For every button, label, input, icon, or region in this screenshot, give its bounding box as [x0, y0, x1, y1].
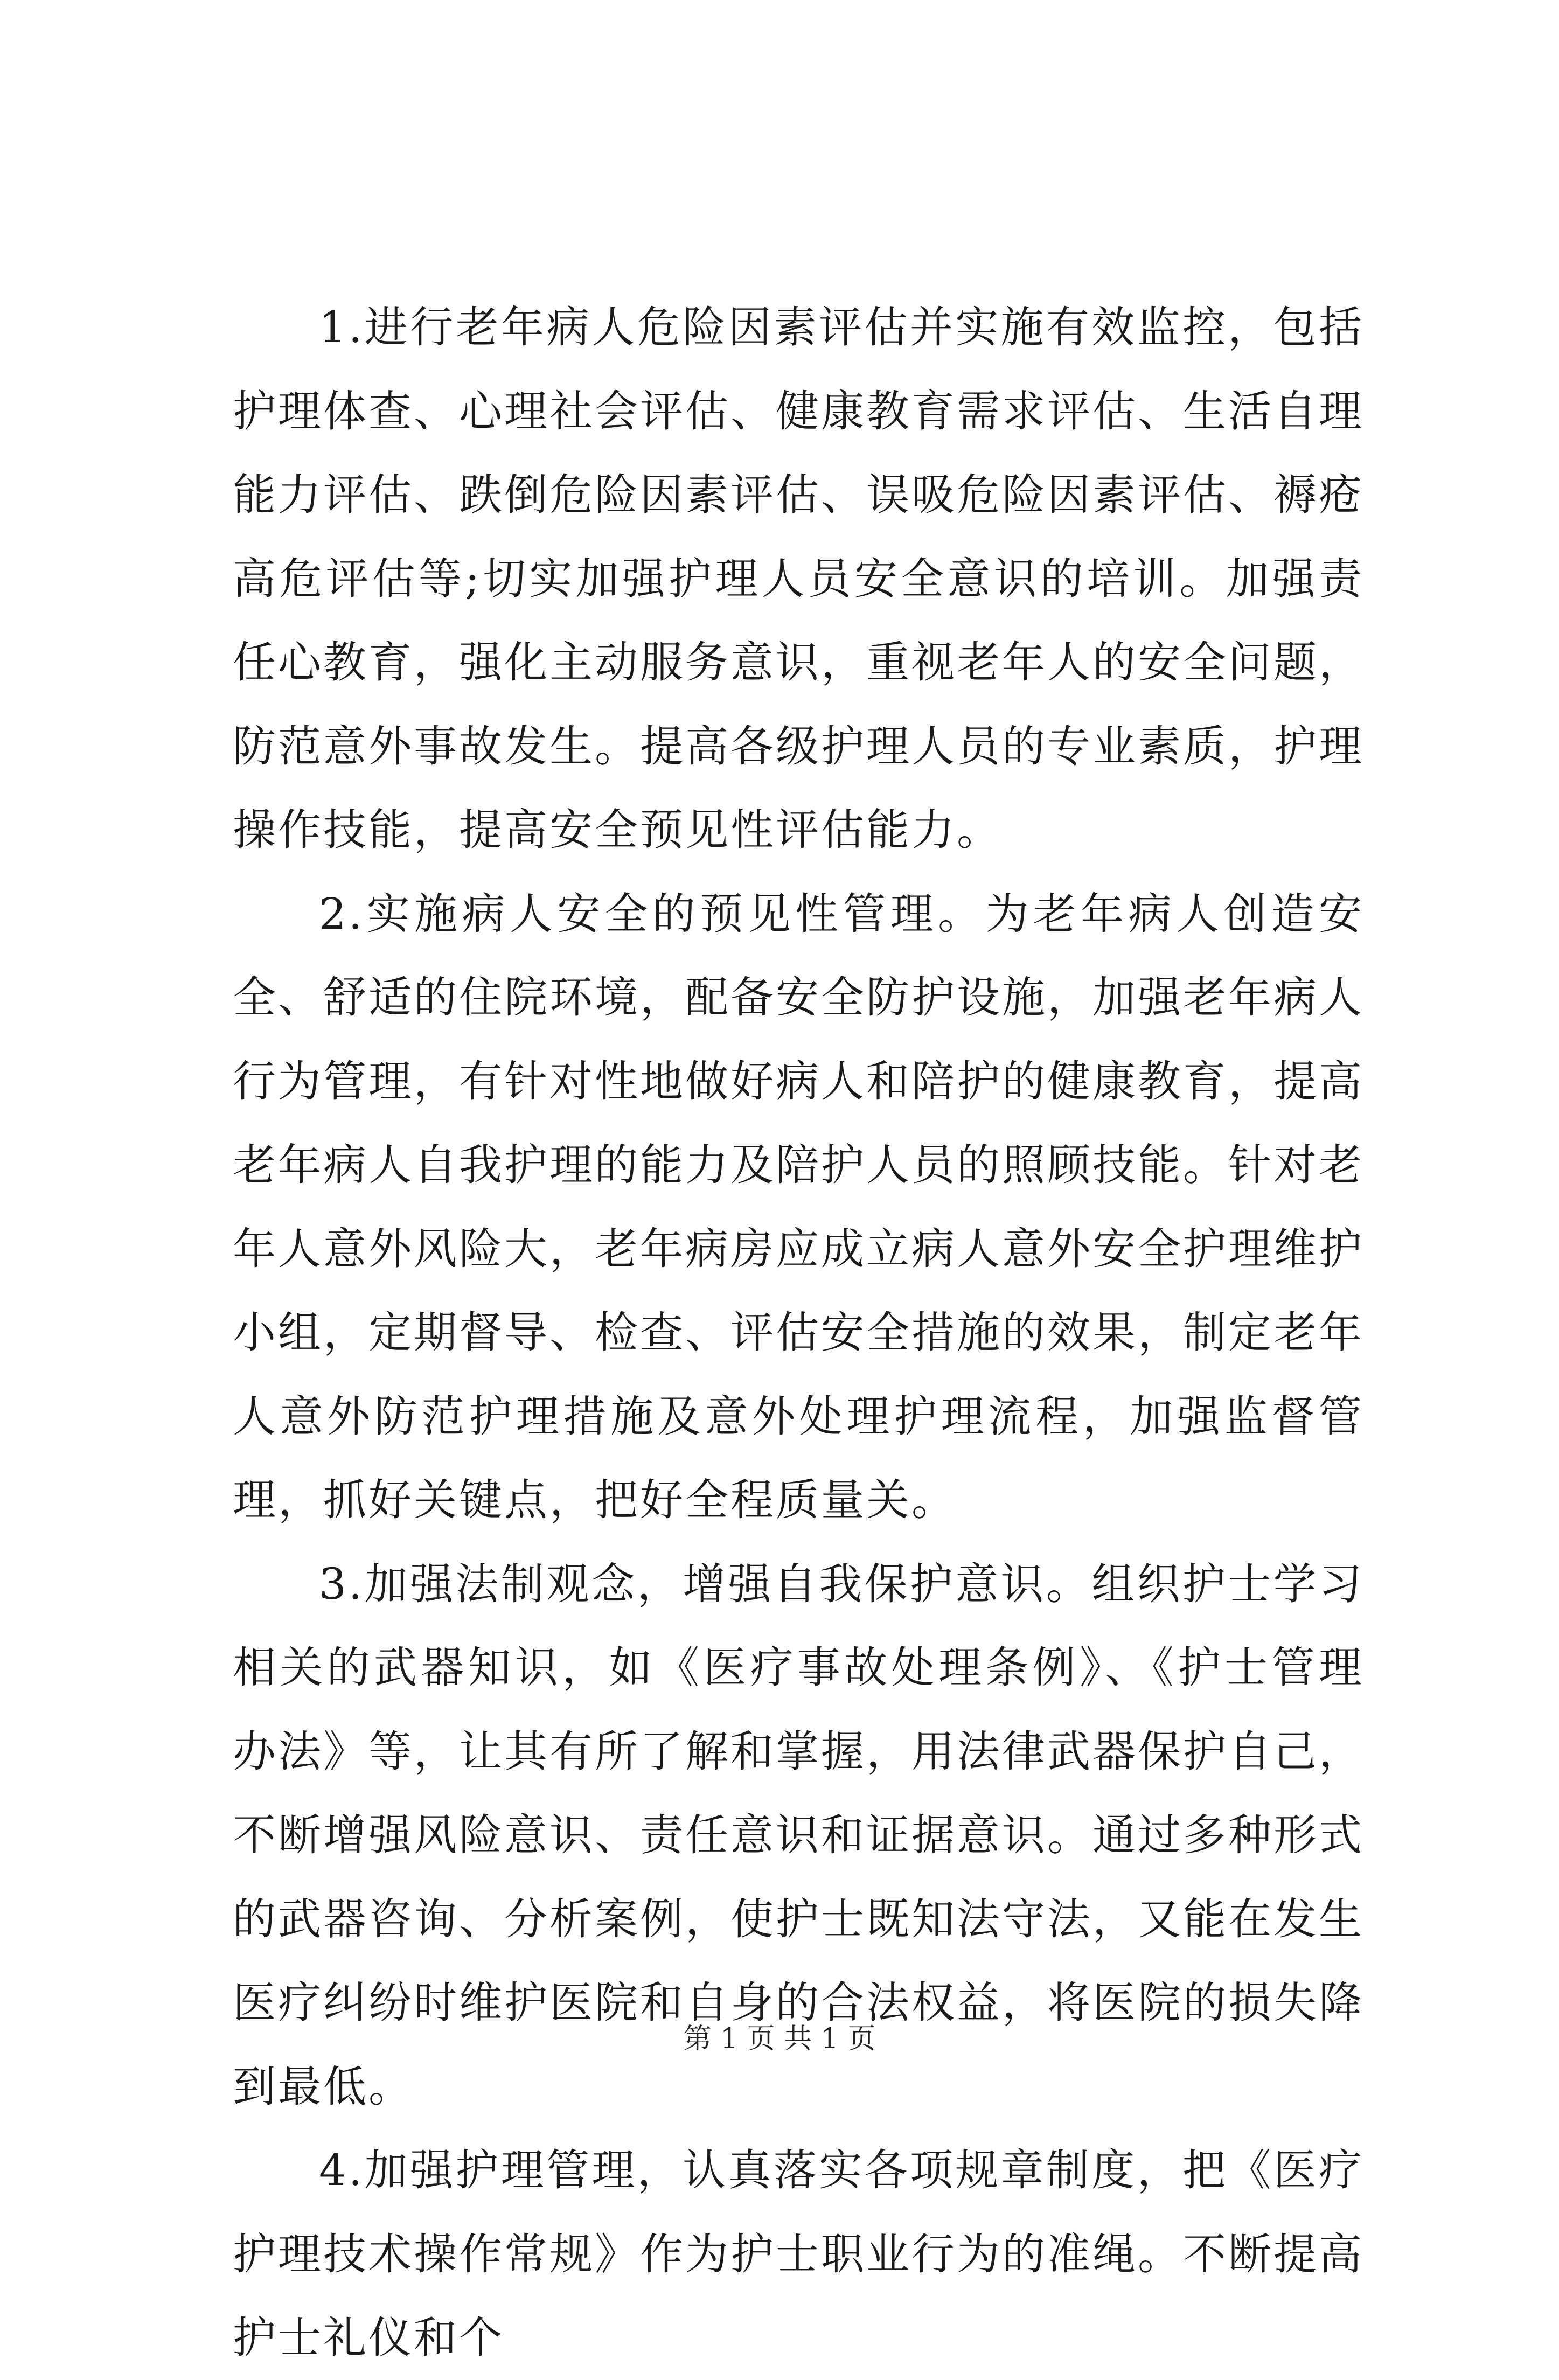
document-body [233, 286, 1364, 2380]
page-number: 第 1 页 共 1 页 [683, 2023, 876, 2055]
paragraph-3: 3.加强法制观念，增强自我保护意识。组织护士学习相关的武器知识，如《医疗事故处理条例》、《护士管理办法》等，让其有所了解和掌握，用法律武器保护自己，不断增强风险意识、责任意识和证据意识。通过多种形式的武器咨询、分析案例，使护士既知法守法，又能在发生医疗纠纷时维护医院和自身的合法权益，将医院的损失降到最低。 [233, 1558, 1364, 2112]
page-footer [0, 2023, 1559, 2055]
paragraph-1: 1.进行老年病人危险因素评估并实施有效监控，包括护理体查、心理社会评估、健康教育需求评估、生活自理能力评估、跌倒危险因素评估、误吸危险因素评估、褥疮高危评估等;切实加强护理人员安全意识的培训。加强责任心教育，强化主动服务意识，重视老年人的安全问题，防范意外事故发生。提高各级护理人员的专业素质，护理操作技能，提高安全预见性评估能力。 [233, 302, 1364, 855]
paragraph-4: 4.加强护理管理，认真落实各项规章制度，把《医疗护理技术操作常规》作为护士职业行为的准绳。不断提高护士礼仪和个 [233, 2145, 1364, 2363]
paragraph-2: 2.实施病人安全的预见性管理。为老年病人创造安全、舒适的住院环境，配备安全防护设施，加强老年病人行为管理，有针对性地做好病人和陪护的健康教育，提高老年病人自我护理的能力及陪护人员的照顾技能。针对老年人意外风险大，老年病房应成立病人意外安全护理维护小组，定期督导、检查、评估安全措施的效果，制定老年人意外防范护理措施及意外处理护理流程，加强监督管理，抓好关键点，把好全程质量关。 [233, 888, 1364, 1525]
